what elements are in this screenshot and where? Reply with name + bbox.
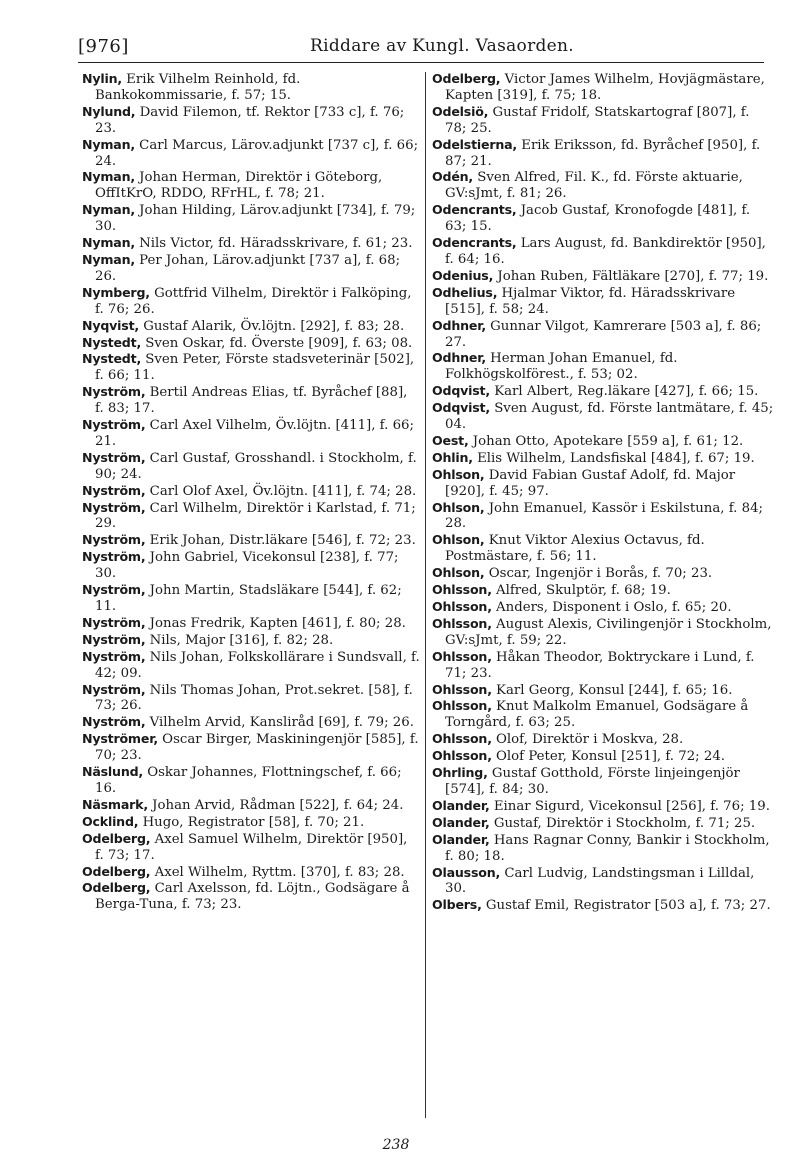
entry-surname: Ohlsson, (432, 748, 492, 764)
entry-surname: Odelberg, (82, 830, 151, 846)
entry-details: Nils Johan, Folkskollärare i Sundsvall, f. 42; 09. (95, 649, 420, 681)
entry-details: Gustaf Alarik, Öv.löjtn. [292], f. 83; 28. (139, 318, 405, 334)
register-entry (82, 351, 420, 384)
register-entry (432, 798, 774, 815)
entry-details: Bertil Andreas Elias, tf. Byråchef [88], f. 83; 17. (95, 385, 408, 417)
register-entry (432, 137, 774, 170)
register-entry (82, 500, 420, 533)
entry-surname: Nystedt, (82, 351, 142, 367)
entry-surname: Odhelius, (432, 284, 498, 300)
register-entry (82, 137, 420, 170)
entry-surname: Olbers, (432, 897, 482, 913)
register-entry (432, 433, 774, 450)
register-entry (82, 764, 420, 797)
register-entry (432, 235, 774, 268)
entry-surname: Nylin, (82, 71, 122, 86)
entry-details: Hugo, Registrator [58], f. 70; 21. (138, 814, 365, 830)
page-folio: 238 (382, 1137, 410, 1153)
entry-details: Erik Eriksson, fd. Byråchef [950], f. 87; 21. (445, 137, 761, 169)
register-entry (432, 467, 774, 500)
entry-details: Carl Axelsson, fd. Löjtn., Godsägare å Berga-Tuna, f. 73; 23. (95, 881, 410, 913)
entry-surname: Olander, (432, 814, 490, 830)
register-entry (82, 417, 420, 450)
register-entry (432, 104, 774, 137)
register-entry (432, 599, 774, 616)
page-header (78, 36, 762, 60)
entry-surname: Odenius, (432, 267, 494, 283)
register-entry (432, 285, 774, 318)
register-entry (82, 880, 420, 913)
entry-details: Erik Johan, Distr.läkare [546], f. 72; 23. (145, 533, 416, 549)
entry-details: Gustaf, Direktör i Stockholm, f. 71; 25. (489, 815, 756, 831)
entry-surname: Odencrants, (432, 202, 517, 218)
entry-surname: Olander, (432, 831, 490, 847)
register-entry (432, 565, 774, 582)
entry-details: Herman Johan Emanuel, fd. Folkhögskolförest., f. 53; 02. (445, 351, 678, 383)
entry-details: Alfred, Skulptör, f. 68; 19. (491, 583, 671, 599)
entry-surname: Nyström, (82, 417, 146, 433)
entry-details: Oskar Johannes, Flottningschef, f. 66; 16. (95, 765, 402, 796)
entry-details: Axel Samuel Wilhelm, Direktör [950], f. 73; 17. (95, 831, 408, 863)
register-entry (82, 235, 420, 252)
register-entry (432, 682, 774, 699)
entry-surname: Ohlsson, (432, 698, 492, 714)
entry-surname: Ohlson, (432, 532, 485, 548)
entry-surname: Nyström, (82, 532, 146, 548)
entry-details: Gunnar Vilgot, Kamrerare [503 a], f. 86; 27. (445, 318, 762, 350)
entry-surname: Nystedt, (82, 334, 142, 350)
register-entry (82, 682, 420, 715)
entry-surname: Ohlson, (432, 499, 485, 515)
register-entry (432, 500, 774, 533)
entry-details: Olof, Direktör i Moskva, 28. (491, 732, 684, 748)
entry-surname: Nyman, (82, 136, 135, 152)
entry-details: August Alexis, Civilingenjör i Stockholm, GV:sJmt, f. 59; 22. (445, 616, 772, 648)
entry-surname: Nymberg, (82, 284, 150, 300)
entry-details: Per Johan, Lärov.adjunkt [737 a], f. 68; 26. (95, 252, 401, 284)
entry-details: Oscar Birger, Maskiningenjör [585], f. 70; 23. (95, 732, 419, 764)
entry-surname: Nylund, (82, 103, 136, 119)
register-entry (432, 450, 774, 467)
entry-surname: Odelstierna, (432, 136, 518, 152)
entry-details: Einar Sigurd, Vicekonsul [256], f. 76; 19. (489, 798, 770, 814)
entry-details: Sven Peter, Förste stadsveterinär [502], f. 66; 11. (95, 352, 415, 384)
entry-details: John Emanuel, Kassör i Eskilstuna, f. 84; 28. (445, 500, 764, 532)
entry-details: Olof Peter, Konsul [251], f. 72; 24. (491, 749, 726, 765)
entry-surname: Nyström, (82, 582, 146, 598)
entry-details: David Fabian Gustaf Adolf, fd. Major [920], f. 45; 97. (445, 467, 736, 499)
register-entry (82, 335, 420, 352)
entry-details: Håkan Theodor, Boktryckare i Lund, f. 71; 23. (445, 649, 755, 681)
register-entry (82, 831, 420, 864)
entry-surname: Ocklind, (82, 813, 139, 829)
entry-surname: Odelberg, (432, 71, 501, 86)
entry-surname: Ohlsson, (432, 681, 492, 697)
register-entry (432, 832, 774, 865)
register-entry (82, 318, 420, 335)
register-entry (82, 714, 420, 731)
entry-details: Sven Alfred, Fil. K., fd. Förste aktuarie, GV:sJmt, f. 81; 26. (445, 170, 743, 202)
entry-details: Karl Albert, Reg.läkare [427], f. 66; 15. (489, 384, 759, 400)
register-entry (82, 450, 420, 483)
register-entry (432, 897, 774, 914)
entry-details: Nils Victor, fd. Häradsskrivare, f. 61; 23. (134, 236, 413, 252)
entry-details: Johan Herman, Direktör i Göteborg, OffItKrO, RDDO, RFrHL, f. 78; 21. (95, 170, 383, 202)
register-entry (82, 532, 420, 549)
entry-details: Elis Wilhelm, Landsfiskal [484], f. 67; 19. (472, 450, 755, 466)
register-entry (82, 285, 420, 318)
entry-details: Gustaf Fridolf, Statskartograf [807], f. 78; 25. (445, 104, 750, 136)
page-number: [976] (78, 36, 129, 57)
register-entry (432, 616, 774, 649)
register-entry (432, 865, 774, 898)
entry-details: Anders, Disponent i Oslo, f. 65; 20. (491, 600, 732, 615)
register-entry (432, 649, 774, 682)
register-entry (432, 582, 774, 599)
entry-details: Carl Olof Axel, Öv.löjtn. [411], f. 74; 28. (145, 483, 417, 499)
register-entry (82, 549, 420, 582)
entry-details: Gottfrid Vilhelm, Direktör i Falköping, f. 76; 26. (95, 285, 412, 317)
entry-details: Carl Wilhelm, Direktör i Karlstad, f. 71; 29. (95, 500, 416, 532)
register-entry (82, 649, 420, 682)
register-entry (432, 202, 774, 235)
register-entry (82, 864, 420, 881)
entry-details: Johan Arvid, Rådman [522], f. 64; 24. (147, 797, 404, 813)
register-entry (432, 748, 774, 765)
register-entry (432, 765, 774, 798)
register-entry (432, 532, 774, 565)
register-entry (432, 169, 774, 202)
register-entry (82, 582, 420, 615)
entry-surname: Nyström, (82, 449, 146, 465)
entry-details: Knut Viktor Alexius Octavus, fd. Postmästare, f. 56; 11. (445, 533, 705, 565)
entry-details: Nils, Major [316], f. 82; 28. (145, 632, 334, 648)
register-entry (432, 71, 774, 104)
entry-surname: Nyström, (82, 482, 146, 498)
entry-details: Carl Axel Vilhelm, Öv.löjtn. [411], f. 66; 21. (95, 418, 414, 449)
entry-surname: Näsmark, (82, 796, 148, 812)
entry-details: Jacob Gustaf, Kronofogde [481], f. 63; 15. (445, 203, 751, 235)
entry-details: Knut Malkolm Emanuel, Godsägare å Torngård, f. 63; 25. (445, 699, 749, 731)
entry-surname: Odelberg, (82, 880, 151, 896)
register-entry (432, 350, 774, 383)
entry-surname: Odén, (432, 169, 474, 185)
entry-surname: Odencrants, (432, 235, 517, 251)
entry-surname: Nyström, (82, 499, 146, 515)
entry-surname: Ohlsson, (432, 731, 492, 747)
register-entry (82, 252, 420, 285)
entry-details: Sven August, fd. Förste lantmätare, f. 45; 04. (445, 401, 774, 433)
header-rule (78, 62, 764, 63)
register-entry (82, 483, 420, 500)
entry-surname: Nyström, (82, 631, 146, 647)
register-entry (432, 815, 774, 832)
entry-details: Erik Vilhelm Reinhold, fd. Bankokommissarie, f. 57; 15. (95, 72, 301, 103)
entry-surname: Nyström, (82, 681, 146, 697)
entry-surname: Nyström, (82, 614, 146, 630)
entry-surname: Ohlsson, (432, 648, 492, 664)
entry-details: Hans Ragnar Conny, Bankir i Stockholm, f. 80; 18. (445, 832, 770, 864)
register-entry (432, 731, 774, 748)
entry-surname: Nyström, (82, 384, 146, 400)
entry-details: Carl Ludvig, Landstingsman i Lilldal, 30. (445, 865, 755, 897)
entry-details: John Gabriel, Vicekonsul [238], f. 77; 30. (95, 550, 399, 582)
entry-surname: Odqvist, (432, 400, 490, 416)
entry-surname: Ohlson, (432, 565, 485, 581)
entry-details: Johan Hilding, Lärov.adjunkt [734], f. 79; 30. (95, 203, 416, 235)
entry-surname: Odelberg, (82, 863, 151, 879)
entry-surname: Odhner, (432, 317, 486, 333)
entry-details: Jonas Fredrik, Kapten [461], f. 80; 28. (145, 615, 406, 631)
entry-details: Carl Marcus, Lärov.adjunkt [737 c], f. 66; 24. (95, 137, 419, 169)
entry-surname: Odhner, (432, 350, 486, 366)
entry-surname: Odelsiö, (432, 103, 489, 119)
register-entry (82, 104, 420, 137)
entry-surname: Näslund, (82, 764, 143, 780)
entry-surname: Ohlsson, (432, 599, 492, 614)
entry-surname: Ohlsson, (432, 582, 492, 598)
entry-surname: Nyman, (82, 235, 135, 251)
entry-surname: Nyman, (82, 251, 135, 267)
entry-surname: Nyman, (82, 202, 135, 218)
entry-details: Sven Oskar, fd. Överste [909], f. 63; 08. (141, 335, 413, 351)
entry-surname: Nyström, (82, 648, 146, 664)
entry-details: Karl Georg, Konsul [244], f. 65; 16. (491, 682, 733, 698)
entry-surname: Nyman, (82, 169, 135, 185)
register-entry (82, 731, 420, 764)
register-entry (82, 169, 420, 202)
entry-details: Gustaf Emil, Registrator [503 a], f. 73; 27. (481, 898, 771, 914)
entry-details: Victor James Wilhelm, Hovjägmästare, Kapten [319], f. 75; 18. (445, 72, 765, 103)
entry-surname: Ohrling, (432, 765, 488, 781)
entry-details: Gustaf Gotthold, Förste linjeingenjör [574], f. 84; 30. (445, 766, 740, 797)
entry-details: Vilhelm Arvid, Kanslіråd [69], f. 79; 26. (145, 715, 414, 731)
entry-surname: Nyström, (82, 714, 146, 730)
left-column (82, 71, 420, 913)
entry-details: Oscar, Ingenjör i Borås, f. 70; 23. (484, 566, 713, 582)
entry-surname: Nyqvist, (82, 317, 139, 333)
entry-details: Axel Wilhelm, Ryttm. [370], f. 83; 28. (150, 864, 405, 880)
register-entry (82, 814, 420, 831)
register-entry (82, 797, 420, 814)
register-entry (82, 71, 420, 104)
entry-details: Carl Gustaf, Grosshandl. i Stockholm, f. 90; 24. (95, 450, 417, 482)
register-entry (432, 400, 774, 433)
entry-details: David Filemon, tf. Rektor [733 c], f. 76; 23. (95, 104, 405, 136)
register-entry (82, 202, 420, 235)
register-entry (432, 698, 774, 731)
register-entry (432, 268, 774, 285)
entry-surname: Nyström, (82, 549, 146, 565)
entry-details: Lars August, fd. Bankdirektör [950], f. 64; 16. (445, 236, 766, 267)
entry-surname: Ohlsson, (432, 615, 492, 631)
entry-surname: Olausson, (432, 864, 501, 880)
entry-details: Johan Ruben, Fältläkare [270], f. 77; 19. (493, 268, 769, 284)
right-column (432, 71, 774, 914)
register-entry (82, 384, 420, 417)
register-entry (432, 383, 774, 400)
register-entry (82, 615, 420, 632)
register-entry (82, 632, 420, 649)
entry-details: Hjalmar Viktor, fd. Häradsskrivare [515], f. 58; 24. (445, 285, 736, 317)
entry-surname: Oest, (432, 432, 469, 448)
entry-surname: Ohlson, (432, 466, 485, 482)
entry-details: Johan Otto, Apotekare [559 a], f. 61; 12. (468, 433, 744, 449)
running-title: Riddare av Kungl. Vasaorden. (310, 36, 574, 56)
entry-surname: Olander, (432, 797, 490, 813)
entry-details: Nils Thomas Johan, Prot.sekret. [58], f. 73; 26. (95, 682, 413, 714)
entry-details: John Martin, Stadsläkare [544], f. 62; 11. (95, 583, 402, 614)
column-divider (425, 72, 426, 1118)
register-entry (432, 318, 774, 351)
entry-surname: Odqvist, (432, 383, 490, 399)
entry-surname: Ohlin, (432, 449, 473, 465)
entry-surname: Nyströmer, (82, 731, 158, 747)
